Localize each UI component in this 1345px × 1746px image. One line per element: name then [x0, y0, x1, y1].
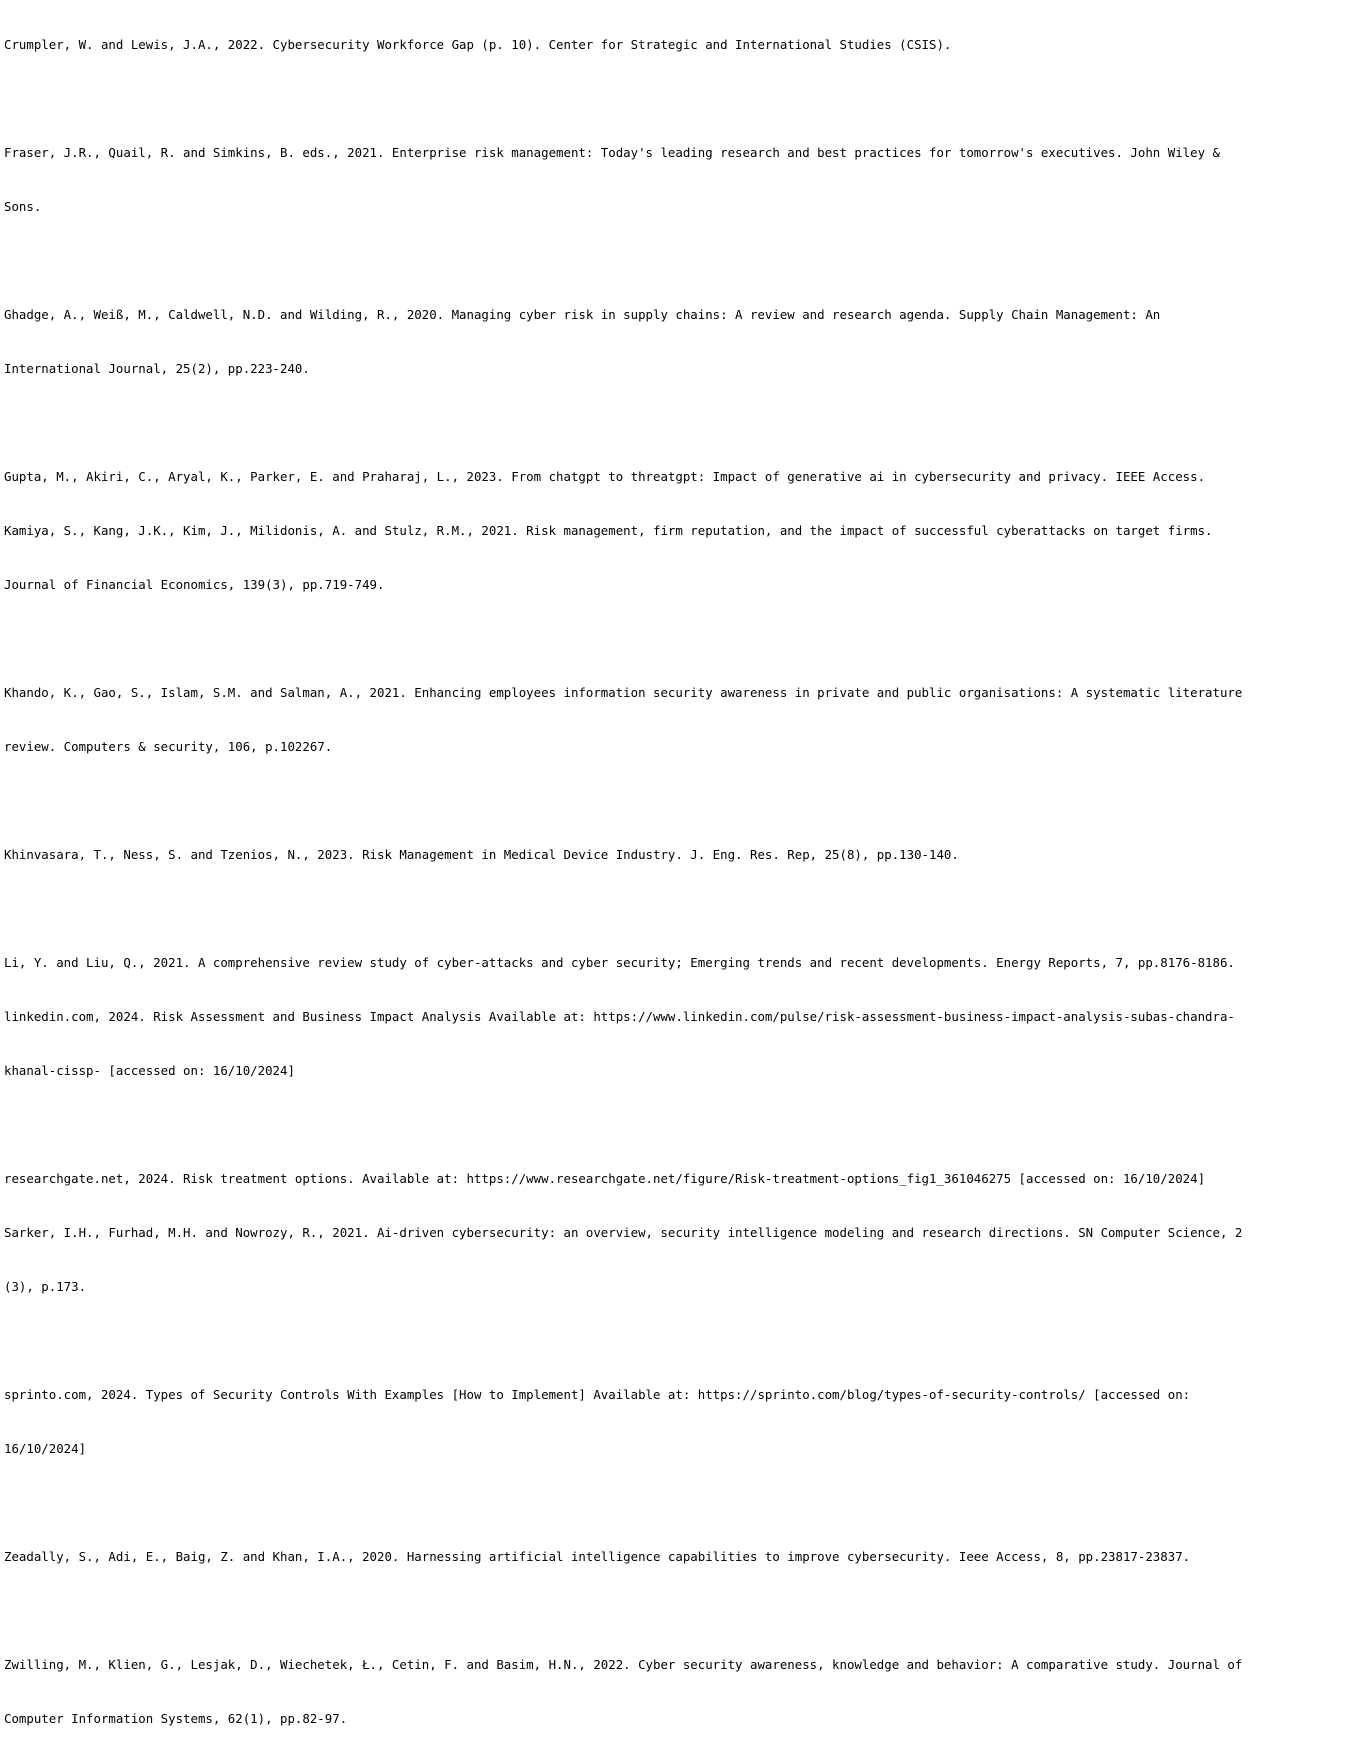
blank-line	[4, 792, 1341, 810]
blank-line	[4, 900, 1341, 918]
reference-line: Sarker, I.H., Furhad, M.H. and Nowrozy, R., 2021. Ai-driven cybersecurity: an overview, security intelligence modeling and research directions. SN Computer Science, 2	[4, 1225, 1243, 1240]
reference-line: researchgate.net, 2024. Risk treatment options. Available at: https://www.researchgate.net/figure/Risk-treatment-options_fig1_361046275 [accessed on: 16/10/2024]	[4, 1171, 1206, 1186]
reference-line: Gupta, M., Akiri, C., Aryal, K., Parker, E. and Praharaj, L., 2023. From chatgpt to threatgpt: Impact of generative ai in cybersecurity and privacy. IEEE Access.	[4, 469, 1206, 484]
blank-line	[4, 1494, 1341, 1512]
reference-line: International Journal, 25(2), pp.223-240.	[4, 361, 310, 376]
reference-line: Fraser, J.R., Quail, R. and Simkins, B. eds., 2021. Enterprise risk management: Today's leading research and best practices for tomorrow's executives. John Wiley &	[4, 145, 1220, 160]
reference-line: Khinvasara, T., Ness, S. and Tzenios, N., 2023. Risk Management in Medical Device Industry. J. Eng. Res. Rep, 25(8), pp.130-140.	[4, 847, 959, 862]
reference-line: Ghadge, A., Weiß, M., Caldwell, N.D. and Wilding, R., 2020. Managing cyber risk in supply chains: A review and research agenda. Supply Chain Management: An	[4, 307, 1161, 322]
blank-line	[4, 252, 1341, 270]
reference-line: Crumpler, W. and Lewis, J.A., 2022. Cybersecurity Workforce Gap (p. 10). Center for Strategic and International Studies (CSIS).	[4, 37, 952, 52]
blank-line	[4, 630, 1341, 648]
reference-line: Zeadally, S., Adi, E., Baig, Z. and Khan, I.A., 2020. Harnessing artificial intelligence capabilities to improve cybersecurity. Ieee Access, 8, pp.23817-23837.	[4, 1549, 1191, 1564]
reference-line: Kamiya, S., Kang, J.K., Kim, J., Milidonis, A. and Stulz, R.M., 2021. Risk management, firm reputation, and the impact of successful cyberattacks on target firms.	[4, 523, 1213, 538]
reference-line: Computer Information Systems, 62(1), pp.82-97.	[4, 1711, 348, 1726]
reference-line: linkedin.com, 2024. Risk Assessment and Business Impact Analysis Available at: https://www.linkedin.com/pulse/risk-assessment-business-impact-analysis-subas-chandra-	[4, 1009, 1235, 1024]
blank-line	[4, 1116, 1341, 1134]
reference-line: Li, Y. and Liu, Q., 2021. A comprehensive review study of cyber-attacks and cyber security; Emerging trends and recent developments. Energy Reports, 7, pp.8176-8186.	[4, 955, 1235, 970]
reference-line: Khando, K., Gao, S., Islam, S.M. and Salman, A., 2021. Enhancing employees information security awareness in private and public organisations: A systematic literature	[4, 685, 1243, 700]
blank-line	[4, 1602, 1341, 1620]
reference-line: sprinto.com, 2024. Types of Security Controls With Examples [How to Implement] Available at: https://sprinto.com/blog/types-of-security-controls/ [accessed on:	[4, 1387, 1191, 1402]
reference-line: Zwilling, M., Klien, G., Lesjak, D., Wiechetek, Ł., Cetin, F. and Basim, H.N., 2022. Cyber security awareness, knowledge and behavior: A comparative study. Journal of	[4, 1657, 1243, 1672]
blank-line	[4, 414, 1341, 432]
reference-line: khanal-cissp- [accessed on: 16/10/2024]	[4, 1063, 295, 1078]
blank-line	[4, 90, 1341, 108]
reference-line: Journal of Financial Economics, 139(3), pp.719-749.	[4, 577, 385, 592]
reference-line: Sons.	[4, 199, 42, 214]
blank-line	[4, 1332, 1341, 1350]
reference-line: 16/10/2024]	[4, 1441, 87, 1456]
reference-line: review. Computers & security, 106, p.102267.	[4, 739, 333, 754]
reference-line: (3), p.173.	[4, 1279, 87, 1294]
